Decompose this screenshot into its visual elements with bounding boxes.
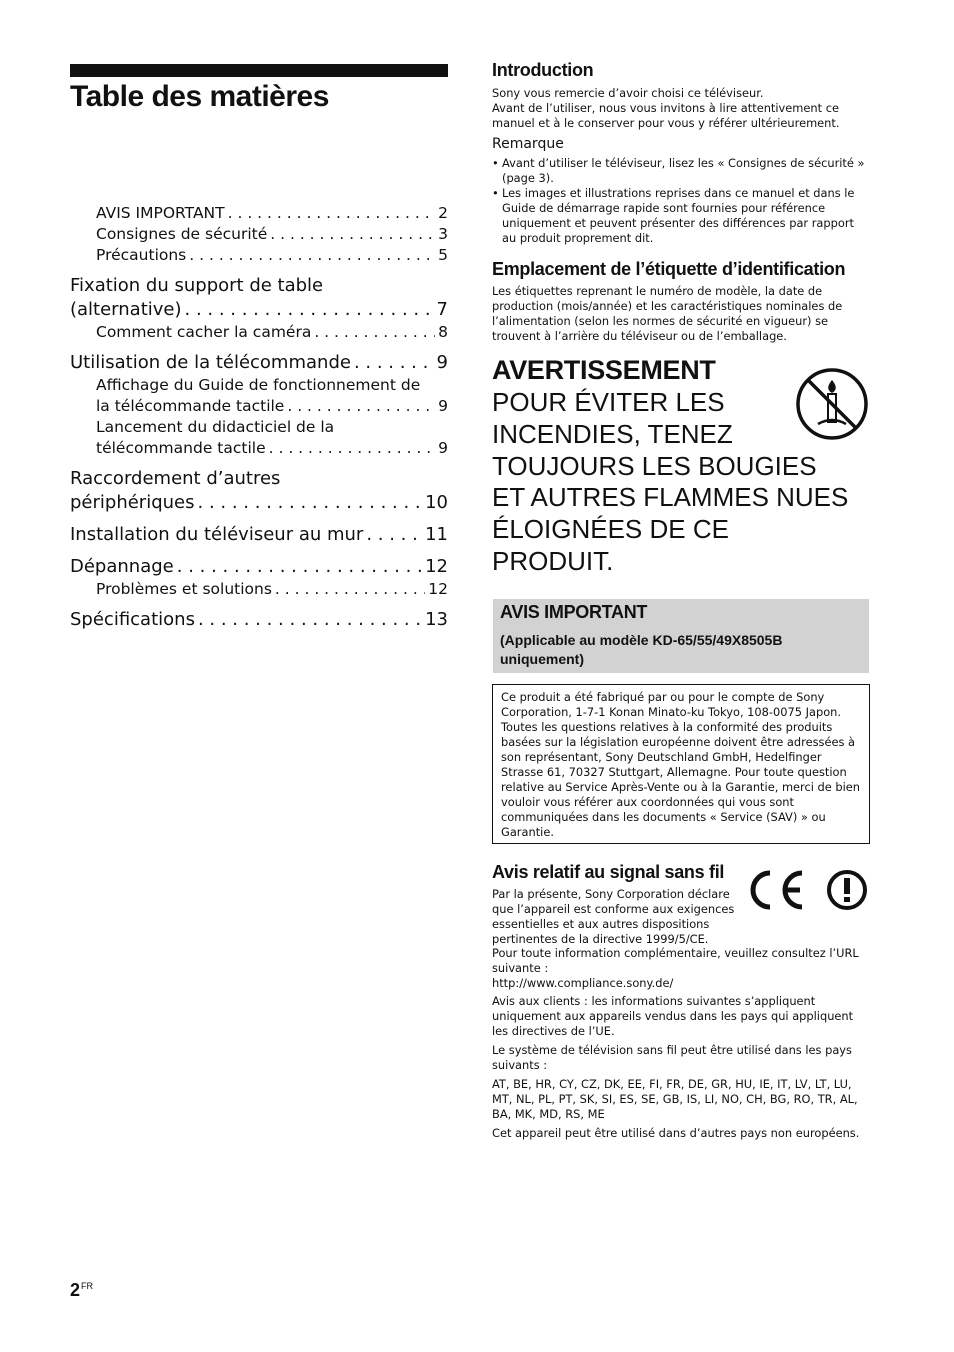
toc-page: 7: [436, 299, 448, 320]
intro-line: Sony vous remercie d’avoir choisi ce téléviseur.: [492, 86, 764, 100]
toc-label: Raccordement d’autres: [70, 468, 281, 489]
toc-entry-camera[interactable]: [70, 323, 448, 344]
intro-line: Avant de l’utiliser, nous vous invitons à lire attentivement ce manuel et à le conserver pour vous y référer ultérieurement.: [492, 101, 840, 130]
remark-heading: Remarque: [492, 136, 564, 152]
toc-leader: [228, 204, 436, 222]
toc-page: 9: [438, 397, 448, 415]
toc-leader: [185, 299, 434, 320]
radio-paragraph: Avis aux clients : les informations suivantes s’appliquent uniquement aux appareils vendus dans les pays qui appliquent les directives de l’UE.: [492, 994, 854, 1038]
toc-page: 9: [436, 352, 448, 373]
intro-heading: Introduction: [492, 60, 594, 80]
remark-list: [492, 156, 868, 246]
toc-label: Précautions: [96, 246, 187, 264]
toc-label: Affichage du Guide de fonctionnement de: [96, 376, 421, 394]
toc-label: Installation du téléviseur au mur: [70, 524, 364, 545]
toc-entry-fixation[interactable]: [70, 275, 448, 323]
toc-leader: [287, 397, 435, 415]
toc-line: [70, 397, 448, 418]
toc-leader: [270, 225, 435, 243]
toc-label: Comment cacher la caméra: [96, 323, 312, 341]
toc-entry-precautions[interactable]: [70, 246, 448, 267]
toc-label: Fixation du support de table: [70, 275, 324, 296]
label-heading: Emplacement de l’étiquette d’identification: [492, 259, 846, 279]
toc-leader: [275, 580, 425, 598]
toc-label: Spécifications: [70, 609, 195, 630]
toc-label-cont: la télécommande tactile: [96, 397, 285, 415]
label-body: Les étiquettes reprenant le numéro de modèle, la date de production (mois/année) et les caractéristiques nominales de l’alimentation (selon les normes de sécurité en vigueur) se trouvent à l’arrière du téléviseur ou de l’emballage.: [492, 284, 843, 343]
toc-page: 3: [438, 225, 448, 243]
toc-leader: [354, 352, 434, 373]
remark-item: • Les images et illustrations reprises dans ce manuel et dans le Guide de démarrage rapide sont fournies pour référence uniquement et peuvent présenter des différences par rapport au produit proprement dit.: [492, 186, 868, 246]
remark-item: • Avant d’utiliser le téléviseur, lisez les « Consignes de sécurité » (page 3).: [492, 156, 868, 186]
warning-body: POUR ÉVITER LES INCENDIES, TENEZ TOUJOURS LES BOUGIES ET AUTRES FLAMMES NUES ÉLOIGNÉES DE CE PRODUIT.: [492, 387, 849, 576]
avis-subtitle: (Applicable au modèle KD-65/55/49X8505B uniquement): [500, 632, 783, 667]
radio-paragraph: Cet appareil peut être utilisé dans d’autres pays non européens.: [492, 1126, 860, 1140]
toc-leader: [198, 492, 423, 513]
toc-label: AVIS IMPORTANT: [96, 204, 225, 222]
avis-heading: AVIS IMPORTANT: [500, 602, 648, 622]
toc-leader: [198, 609, 422, 630]
toc-leader: [366, 524, 422, 545]
toc-line: [70, 492, 448, 516]
alert-circle-icon: [826, 869, 868, 911]
toc-leader: [189, 246, 435, 264]
toc-line: [70, 299, 448, 323]
country-list: AT, BE, HR, CY, CZ, DK, EE, FI, FR, DE, GR, HU, IE, IT, LV, LT, LU, MT, NL, PL, PT, SK, SI, ES, SE, GB, IS, LI, NO, CH, BG, RO, TR, AL, BA, MK, MD, RS, ME: [492, 1077, 858, 1121]
toc-label-cont: périphériques: [70, 492, 195, 513]
intro-body: [492, 86, 872, 131]
toc-page: 11: [425, 524, 448, 545]
page-title: Table des matières: [70, 80, 329, 113]
toc-leader: [314, 323, 435, 341]
toc-page: 12: [428, 580, 448, 598]
toc-entry-installation[interactable]: [70, 524, 448, 548]
manufacturer-text: Ce produit a été fabriqué par ou pour le compte de Sony Corporation, 1-7-1 Konan Minato-ku Tokyo, 108-0075 Japon. Toutes les questions relatives à la conformité des produits basées sur la législation européenne doivent être adressées à son représentant, Sony Deutschland GmbH, Hedelfinger Strasse 61, 70327 Stuttgart, Allemagne. Pour toute question relative au Service Après-Vente ou à la Garantie, merci de bien vouloir vous référer aux coordonnées qui vous sont communiquées dans les documents « Service (SAV) » ou Garantie.: [501, 690, 861, 839]
toc-entry-didacticiel[interactable]: [70, 418, 448, 460]
toc-page: 9: [438, 439, 448, 457]
toc-leader: [269, 439, 436, 457]
toc-label: Problèmes et solutions: [96, 580, 272, 598]
compliance-url[interactable]: http://www.compliance.sony.de/: [492, 976, 674, 990]
toc-entry-telecommande[interactable]: [70, 352, 448, 376]
toc-page: 12: [425, 556, 448, 577]
toc-entry-problemes[interactable]: [70, 580, 448, 601]
toc-label: Lancement du didacticiel de la: [96, 418, 335, 436]
toc-page: 8: [438, 323, 448, 341]
toc-entry-raccordement[interactable]: [70, 468, 448, 516]
ce-mark-icon: [748, 869, 806, 911]
toc-line: [70, 439, 448, 460]
no-open-flame-icon: [794, 366, 870, 442]
toc-label: Dépannage: [70, 556, 174, 577]
radio-paragraph: Par la présente, Sony Corporation déclare que l’appareil est conforme aux exigences essentielles et aux autres dispositions pertinentes de la directive 1999/5/CE.: [492, 887, 735, 946]
page-language: FR: [81, 1281, 94, 1291]
warning-heading: AVERTISSEMENT: [492, 355, 716, 385]
radio-paragraph: Le système de télévision sans fil peut être utilisé dans les pays suivants :: [492, 1043, 852, 1072]
radio-info-text: Pour toute information complémentaire, veuillez consultez l’URL suivante :: [492, 946, 859, 975]
toc-label-cont: (alternative): [70, 299, 182, 320]
toc-page: 13: [425, 609, 448, 630]
radio-heading: Avis relatif au signal sans fil: [492, 862, 725, 882]
toc-entry-depannage[interactable]: [70, 556, 448, 580]
toc-entry-avis[interactable]: [70, 204, 448, 225]
toc-label-cont: télécommande tactile: [96, 439, 266, 457]
toc-entry-specifications[interactable]: [70, 609, 448, 633]
toc-entry-consignes[interactable]: [70, 225, 448, 246]
toc-entry-guide[interactable]: [70, 376, 448, 418]
toc-label: Consignes de sécurité: [96, 225, 268, 243]
radio-paragraph: [492, 946, 872, 991]
toc-label: Utilisation de la télécommande: [70, 352, 351, 373]
page-number-value: 2: [70, 1280, 81, 1300]
toc-page: 2: [438, 204, 448, 222]
page-number: [70, 1280, 93, 1301]
table-of-contents: [70, 204, 448, 633]
toc-leader: [177, 556, 422, 577]
toc-page: 10: [425, 492, 448, 513]
title-bar: [70, 64, 448, 77]
toc-page: 5: [438, 246, 448, 264]
